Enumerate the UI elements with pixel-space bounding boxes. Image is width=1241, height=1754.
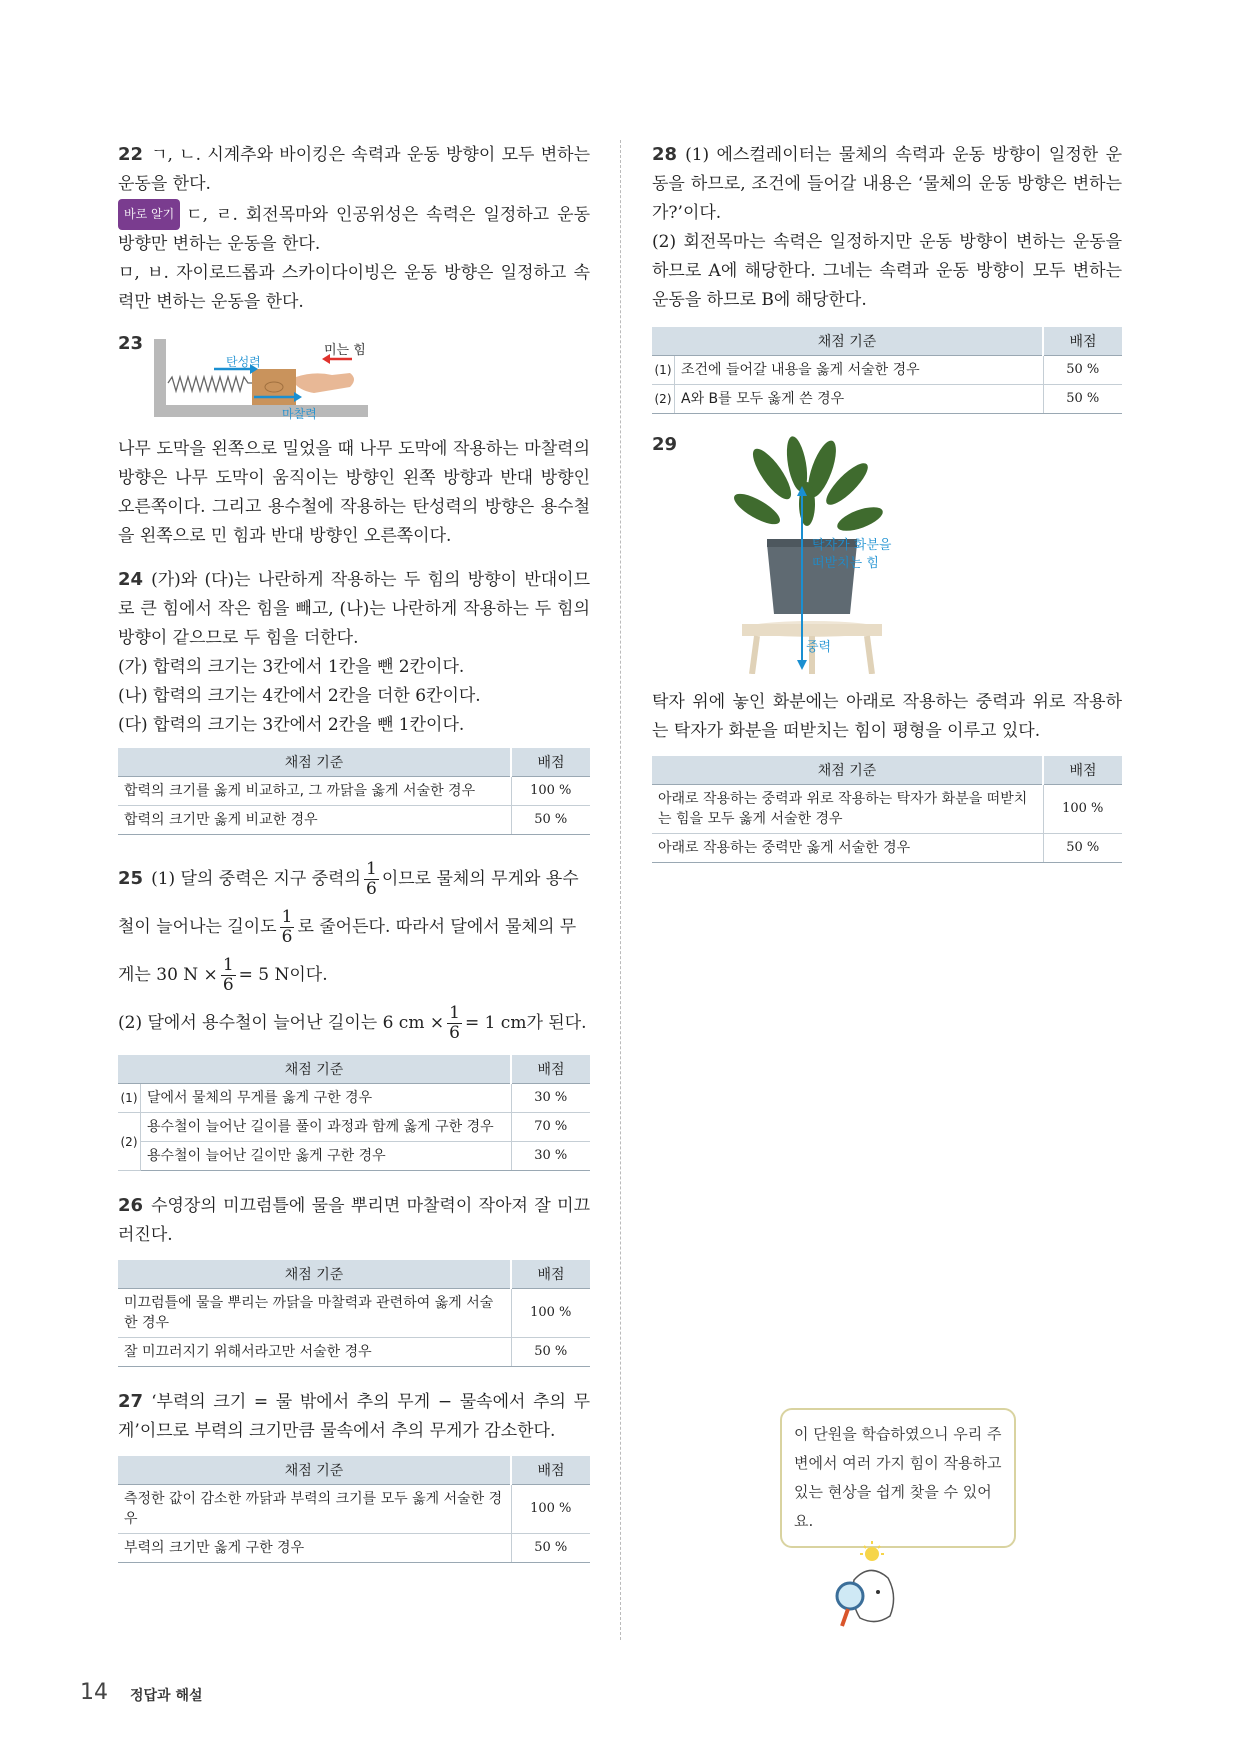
- q25-scoring-table: [118, 1055, 590, 1171]
- criteria-cell: 아래로 작용하는 중력과 위로 작용하는 탁자가 화분을 떠받치는 힘을 모두 옳게 서술한 경우: [652, 785, 1043, 834]
- table-row: [118, 1485, 590, 1534]
- push-force-label: 미는 힘: [324, 343, 366, 358]
- q25-block: [118, 855, 590, 1171]
- q25-text-3b: = 5 N이다.: [238, 965, 328, 985]
- score-cell: 100 %: [511, 1485, 590, 1534]
- fraction: $\frac{1}{6}$: [281, 907, 293, 947]
- table-row: [118, 806, 590, 835]
- table-header-score: 배점: [511, 1260, 590, 1289]
- table-header-score: 배점: [511, 1055, 590, 1084]
- q29-scoring-table: [652, 756, 1122, 863]
- item-number-cell: (1): [652, 356, 675, 385]
- right-column: [652, 140, 1122, 863]
- table-row: [652, 834, 1122, 863]
- q28-scoring-table: [652, 327, 1122, 414]
- q27-block: [118, 1387, 590, 1563]
- score-cell: 50 %: [511, 1534, 590, 1563]
- q25-text-1a: (1) 달의 중력은 지구 중력의: [151, 869, 361, 889]
- criteria-cell: 아래로 작용하는 중력만 옳게 서술한 경우: [652, 834, 1043, 863]
- q28-number: 28: [652, 144, 678, 165]
- table-header-criteria: 채점 기준: [118, 1055, 511, 1084]
- item-number-cell: (2): [118, 1113, 141, 1171]
- column-divider: [620, 140, 621, 1640]
- table-header-criteria: 채점 기준: [652, 756, 1043, 785]
- footer-label: 정답과 해설: [130, 1688, 203, 1704]
- q25-number: 25: [118, 868, 144, 889]
- q24-block: [118, 565, 590, 835]
- page-number: 14: [80, 1680, 108, 1705]
- q26-number: 26: [118, 1195, 144, 1216]
- table-row: [118, 1289, 590, 1338]
- normal-force-label-line2: 떠받치는 힘: [812, 556, 879, 571]
- spring: [168, 377, 252, 391]
- q25-text-4b: = 1 cm가 된다.: [464, 1013, 587, 1033]
- score-cell: 50 %: [511, 1338, 590, 1367]
- q29-block: [652, 434, 1122, 863]
- q28-text-1: (1) 에스컬레이터는 물체의 속력과 운동 방향이 일정한 운동을 하므로, 조건에 들어갈 내용은 ‘물체의 운동 방향은 변하는가?’이다.: [652, 145, 1122, 223]
- q28-block: [652, 140, 1122, 414]
- table-header-criteria: 채점 기준: [652, 327, 1043, 356]
- normal-force-label-line1: 탁자가 화분을: [812, 538, 892, 553]
- table-header-score: 배점: [511, 1456, 590, 1485]
- criteria-cell: 측정한 값이 감소한 까닭과 부력의 크기를 모두 옳게 서술한 경우: [118, 1485, 511, 1534]
- q29-text: 탁자 위에 놓인 화분에는 아래로 작용하는 중력과 위로 작용하는 탁자가 화분을 떠받치는 힘이 평형을 이루고 있다.: [652, 692, 1122, 741]
- table-header-criteria: 채점 기준: [118, 1260, 511, 1289]
- score-cell: 50 %: [1043, 356, 1122, 385]
- q27-text: ‘부력의 크기 = 물 밖에서 추의 무게 − 물속에서 추의 무게’이므로 부력의 크기만큼 물속에서 추의 무게가 감소한다.: [118, 1392, 590, 1441]
- q22-number: 22: [118, 144, 144, 165]
- q22-block: [118, 140, 590, 317]
- table-header-criteria: 채점 기준: [118, 1456, 511, 1485]
- q22-line2: ㄷ, ㄹ. 회전목마와 인공위성은 속력은 일정하고 운동 방향만 변하는 운동을 한다.: [118, 205, 590, 254]
- q24-line-a: (가) 합력의 크기는 3칸에서 1칸을 뺀 2칸이다.: [118, 657, 465, 677]
- fraction: $\frac{1}{6}$: [365, 859, 377, 899]
- table-header-score: 배점: [1043, 756, 1122, 785]
- score-cell: 100 %: [1043, 785, 1122, 834]
- q25-text-1b: 이므로 물체의 무게와 용수: [381, 869, 579, 889]
- table-row: [118, 1534, 590, 1563]
- q24-text: (가)와 (다)는 나란하게 작용하는 두 힘의 방향이 반대이므로 큰 힘에서 작은 힘을 빼고, (나)는 나란하게 작용하는 두 힘의 방향이 같으므로 두 힘을 더한다.: [118, 570, 590, 648]
- q22-line3: ㅁ, ㅂ. 자이로드롭과 스카이다이빙은 운동 방향은 일정하고 속력만 변하는 운동을 한다.: [118, 263, 590, 312]
- friction-label: 마찰력: [282, 407, 317, 421]
- score-cell: 30 %: [511, 1084, 590, 1113]
- q23-number: 23: [118, 333, 144, 354]
- table-row: [118, 1338, 590, 1367]
- table-row: [652, 785, 1122, 834]
- table-row: [652, 385, 1122, 414]
- wooden-block: [252, 369, 296, 405]
- table-row: [118, 777, 590, 806]
- q27-number: 27: [118, 1391, 144, 1412]
- speech-bubble: 이 단원을 학습하였으니 우리 주변에서 여러 가지 힘이 작용하고 있는 현상을 쉽게 찾을 수 있어요.: [780, 1408, 1016, 1548]
- table-header-criteria: 채점 기준: [118, 748, 511, 777]
- score-cell: 100 %: [511, 777, 590, 806]
- mascot-icon: [820, 1540, 910, 1630]
- table-header-score: 배점: [511, 748, 590, 777]
- q24-number: 24: [118, 569, 144, 590]
- score-cell: 30 %: [511, 1142, 590, 1171]
- q27-scoring-table: [118, 1456, 590, 1563]
- criteria-cell: 부력의 크기만 옳게 구한 경우: [118, 1534, 511, 1563]
- hand: [296, 373, 354, 393]
- fraction: $\frac{1}{6}$: [449, 1003, 460, 1043]
- q24-scoring-table: [118, 748, 590, 835]
- left-column: [118, 140, 590, 1563]
- criteria-cell: 용수철이 늘어난 길이만 옳게 구한 경우: [141, 1142, 512, 1171]
- q23-text: 나무 도막을 왼쪽으로 밀었을 때 나무 도막에 작용하는 마찰력의 방향은 나무 도막이 움직이는 방향인 왼쪽 방향과 반대 방향인 오른쪽이다. 그리고 용수철에 작용하는 탄성력의 방향은 용수철을 왼쪽으로 민 힘과 반대 방향인 오른쪽이다.: [118, 439, 590, 546]
- fraction: $\frac{1}{6}$: [222, 955, 234, 995]
- q25-text-3a: 게는 30 N ×: [118, 965, 218, 985]
- q28-text-2: (2) 회전목마는 속력은 일정하지만 운동 방향이 변하는 운동을 하므로 A에 해당한다. 그네는 속력과 운동 방향이 모두 변하는 운동을 하므로 B에 해당한다.: [652, 232, 1122, 310]
- q26-scoring-table: [118, 1260, 590, 1367]
- item-number-cell: (2): [652, 385, 675, 414]
- criteria-cell: 조건에 들어갈 내용을 옳게 서술한 경우: [675, 356, 1044, 385]
- q25-text-2a: 철이 늘어나는 길이도: [118, 917, 277, 937]
- criteria-cell: A와 B를 모두 옳게 쓴 경우: [675, 385, 1044, 414]
- criteria-cell: 합력의 크기를 옳게 비교하고, 그 까닭을 옳게 서술한 경우: [118, 777, 511, 806]
- q22-line1: ㄱ, ㄴ. 시계추와 바이킹은 속력과 운동 방향이 모두 변하는 운동을 한다.: [118, 145, 590, 194]
- q25-text-4a: (2) 달에서 용수철이 늘어난 길이는 6 cm ×: [118, 1013, 445, 1033]
- correct-answer-badge: 바로 알기: [118, 199, 180, 230]
- table-row: [118, 1113, 590, 1142]
- score-cell: 50 %: [1043, 385, 1122, 414]
- q29-number: 29: [652, 434, 678, 455]
- gravity-label: 중력: [806, 640, 832, 655]
- q23-block: [118, 333, 590, 551]
- q25-text-2b: 로 줄어든다. 따라서 달에서 물체의 무: [297, 917, 577, 937]
- criteria-cell: 미끄럼틀에 물을 뿌리는 까닭을 마찰력과 관련하여 옳게 서술한 경우: [118, 1289, 511, 1338]
- q26-text: 수영장의 미끄럼틀에 물을 뿌리면 마찰력이 작아져 잘 미끄러진다.: [118, 1196, 590, 1245]
- table-row: [118, 1142, 590, 1171]
- table-header-score: 배점: [1043, 327, 1122, 356]
- score-cell: 50 %: [1043, 834, 1122, 863]
- criteria-cell: 합력의 크기만 옳게 비교한 경우: [118, 806, 511, 835]
- criteria-cell: 잘 미끄러지기 위해서라고만 서술한 경우: [118, 1338, 511, 1367]
- q26-block: [118, 1191, 590, 1367]
- item-number-cell: (1): [118, 1084, 141, 1113]
- q24-line-b: (나) 합력의 크기는 4칸에서 2칸을 더한 6칸이다.: [118, 686, 481, 706]
- criteria-cell: 용수철이 늘어난 길이를 풀이 과정과 함께 옳게 구한 경우: [141, 1113, 512, 1142]
- table-row: [652, 356, 1122, 385]
- score-cell: 50 %: [511, 806, 590, 835]
- q24-line-c: (다) 합력의 크기는 3칸에서 2칸을 뺀 1칸이다.: [118, 715, 465, 735]
- criteria-cell: 달에서 물체의 무게를 옳게 구한 경우: [141, 1084, 512, 1113]
- score-cell: 100 %: [511, 1289, 590, 1338]
- elastic-force-label: 탄성력: [226, 355, 261, 369]
- table-row: [118, 1084, 590, 1113]
- score-cell: 70 %: [511, 1113, 590, 1142]
